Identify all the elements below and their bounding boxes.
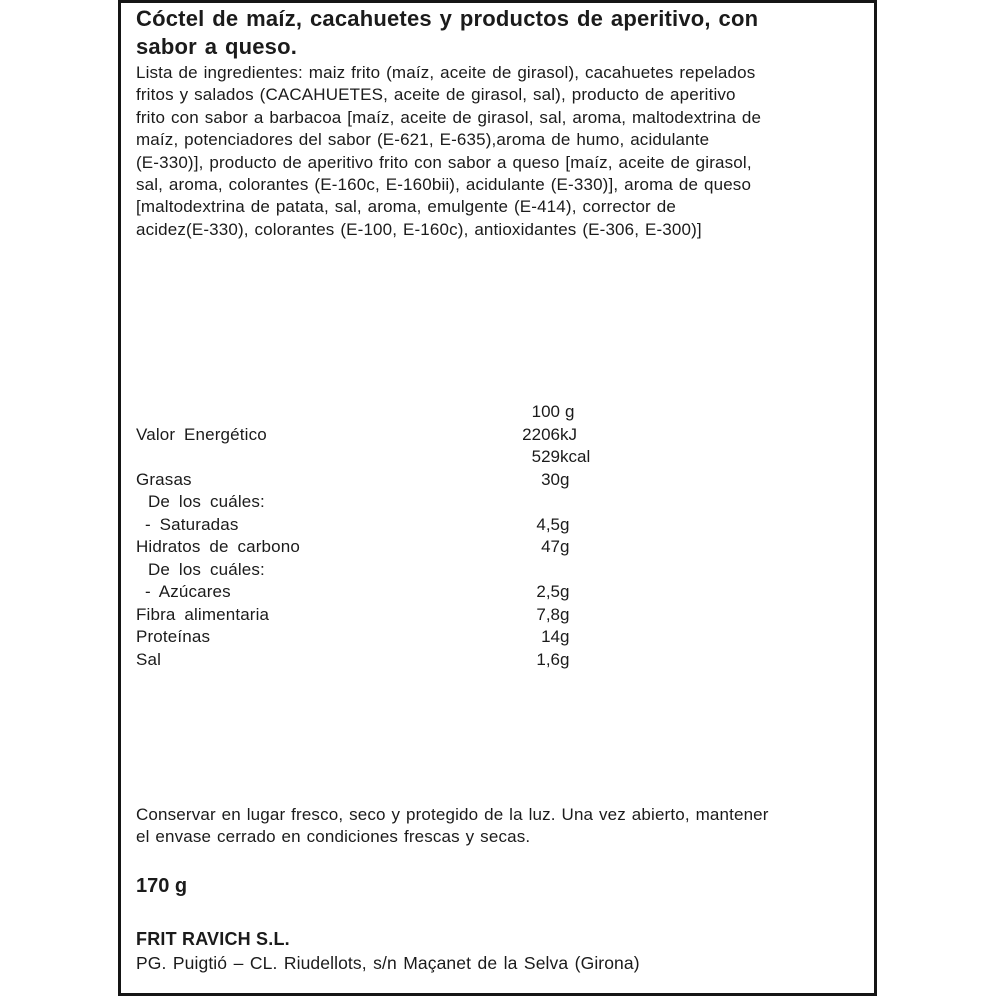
nutrition-row-sugars: [136, 581, 736, 604]
nutrient-unit: g: [560, 582, 570, 601]
nutrient-value: 4,5: [536, 514, 560, 534]
nutrition-row-of-which-carbs: [136, 559, 736, 582]
nutrition-row-protein: [136, 626, 736, 649]
nutrient-value: 529: [531, 447, 560, 466]
ingredients-line: Lista de ingredientes: maiz frito (maíz, aceite de girasol), cacahuetes repelados: [136, 63, 756, 82]
net-weight: 170 g: [136, 875, 188, 897]
nutrient-label: De los cuáles:: [148, 492, 265, 511]
nutrition-table: [136, 401, 736, 671]
nutrient-label: Fibra alimentaria: [136, 604, 270, 624]
ingredients-line: fritos y salados (CACAHUETES, aceite de girasol, sal), producto de aperitivo: [136, 85, 736, 105]
nutrient-value: 2206: [522, 424, 560, 444]
nutrition-row-saturates: [136, 514, 736, 537]
nutrition-row-of-which-fat: [136, 491, 736, 514]
nutrient-unit: g: [560, 627, 570, 646]
nutrient-label: - Azúcares: [145, 582, 231, 601]
nutrient-unit: g: [560, 469, 570, 489]
ingredients-line: [maltodextrina de patata, sal, aroma, emulgente (E-414), corrector de: [136, 197, 676, 217]
nutrient-label: De los cuáles:: [148, 559, 265, 579]
storage-line: Conservar en lugar fresco, seco y protegido de la luz. Una vez abierto, mantener: [136, 805, 769, 824]
nutrient-value: [436, 491, 560, 514]
nutrition-row-energy-kcal: [136, 446, 736, 469]
nutrient-label: Sal: [136, 649, 162, 669]
nutrient-value: 1,6: [536, 649, 560, 669]
nutrient-value: 47: [541, 537, 560, 556]
nutrient-value: 14: [541, 627, 560, 646]
nutrient-label: [136, 446, 436, 469]
nutrition-row-salt: [136, 649, 736, 672]
nutrient-value: 2,5: [536, 582, 560, 601]
manufacturer-name: FRIT RAVICH S.L.: [136, 929, 290, 949]
nutrition-header-value: 100: [531, 402, 560, 421]
product-title-line-2: sabor a queso.: [136, 33, 298, 59]
product-title: [136, 5, 758, 60]
nutrient-value: [436, 559, 560, 582]
nutrient-unit: kcal: [560, 447, 591, 466]
storage-line: el envase cerrado en condiciones frescas y secas.: [136, 827, 531, 847]
ingredients-line: (E-330)], producto de aperitivo frito con sabor a queso [maíz, aceite de girasol,: [136, 152, 752, 172]
nutrient-unit: g: [560, 537, 570, 556]
nutrition-row-fibre: [136, 604, 736, 627]
nutrition-header-spacer: [136, 401, 436, 424]
nutrient-label: Grasas: [136, 469, 192, 489]
nutrient-unit: g: [560, 649, 570, 669]
nutrition-header-unit: g: [565, 402, 575, 421]
nutrition-row-carbohydrate: [136, 536, 736, 559]
nutrient-value: 30: [541, 469, 560, 489]
nutrient-label: - Saturadas: [145, 514, 239, 534]
storage-instructions: [136, 804, 769, 849]
ingredients-line: acidez(E-330), colorantes (E-100, E-160c), antioxidantes (E-306, E-300)]: [136, 219, 702, 239]
ingredients-line: sal, aroma, colorantes (E-160c, E-160bii), acidulante (E-330)], aroma de queso: [136, 175, 752, 195]
nutrient-unit: g: [560, 604, 570, 624]
nutrition-row-energy-kj: [136, 424, 736, 447]
ingredients-line: maíz, potenciadores del sabor (E-621, E-635),aroma de humo, acidulante: [136, 130, 710, 150]
product-title-line-1: Cóctel de maíz, cacahuetes y productos de aperitivo, con: [136, 6, 759, 31]
nutrient-unit: kJ: [560, 424, 577, 444]
nutrient-value: 7,8: [536, 604, 560, 624]
product-label-box: [118, 0, 877, 996]
ingredients-line: frito con sabor a barbacoa [maíz, aceite de girasol, sal, aroma, maltodextrina de: [136, 107, 762, 127]
nutrient-label: Valor Energético: [136, 424, 267, 444]
nutrient-label: Hidratos de carbono: [136, 537, 300, 556]
nutrient-label: Proteínas: [136, 627, 211, 646]
ingredients-list: [136, 62, 761, 241]
nutrient-unit: g: [560, 514, 570, 534]
nutrition-column-header: [136, 401, 736, 424]
manufacturer-address: PG. Puigtió – CL. Riudellots, s/n Maçanet de la Selva (Girona): [136, 953, 640, 973]
nutrition-row-fat: [136, 469, 736, 492]
